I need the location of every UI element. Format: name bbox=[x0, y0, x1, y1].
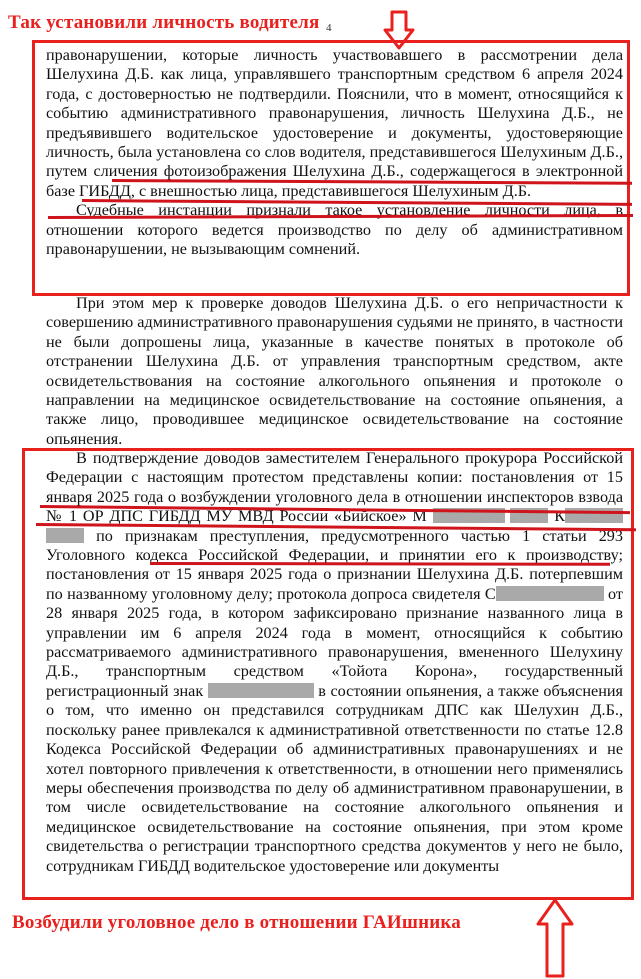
caption-bottom: Возбудили уголовное дело в отношении ГАИшника bbox=[12, 912, 461, 933]
page-number: 4 bbox=[326, 22, 332, 34]
text-segment: В подтверждение доводов заместителем Генерального прокурора Российской Федерации с настоящим протестом представлены копии: постановления от 15 января 2025 года о возбуждении уголовного дела в отношении инспекторов взвода № 1 ОР ДПС ГИБДД МУ МВД России «Бийское» М bbox=[46, 449, 623, 526]
redaction bbox=[496, 586, 604, 601]
text-segment: К bbox=[554, 507, 566, 526]
text-block-verification bbox=[46, 294, 623, 449]
text-block-identity bbox=[46, 46, 623, 259]
paragraph: При этом мер к проверке доводов Шелухина Д.Б. о его непричастности к совершению административного правонарушения судьями не принято, в частности не были допрошены лица, указанные в качестве понятых в протоколе об отстранении Шелухина Д.Б. от управления транспортным средством, акте освидетельствования на состояние алкогольного опьянения и протоколе о направлении на медицинское освидетельствование на состояние опьянения, а также лицо, проводившее медицинское освидетельствование на состояние опьянения. bbox=[46, 294, 623, 448]
caption-top: Так установили личность водителя bbox=[8, 12, 320, 33]
redaction bbox=[208, 683, 314, 698]
paragraph: Судебные инстанции признали такое установление личности лица, в отношении которого ведется производство по делу об административном правонарушении, не вызывающим сомнений. bbox=[46, 201, 623, 259]
text-segment: по признакам преступления, предусмотренного частью 1 статьи 293 Уголовного кодекса Российской Федерации, и принятии его к производству; постановления от 15 января 2025 года о признании Шелухина Д.Б. потерпевшим по названному уголовному делу; протокола допроса свидетеля С bbox=[46, 526, 623, 603]
text-segment: от 28 января 2025 года, в котором зафиксировано признание названного лица в управлении им 6 апреля 2024 года в момент, относящийся к событию рассматриваемого административного правонарушения, вмененного Шелухину Д.Б., транспортным средством «Тойота Корона», государственный регистрационный знак bbox=[46, 584, 623, 700]
paragraph: правонарушении, которые личность участвовавшего в рассмотрении дела Шелухина Д.Б. как лица, управлявшего транспортным средством 6 апреля 2024 года, с достоверностью не подтвердили. Пояснили, что в момент, относящийся к событию административного правонарушения, личность Шелухина Д.Б., не предъявившего водительское удостоверение и документы, удостоверяющие личность, была установлена со слов водителя, представившегося Шелухиным Д.Б., путем сличения фотоизображения Шелухина Д.Б., содержащегося в электронной базе ГИБДД, с внешностью лица, представившегося Шелухиным Д.Б. bbox=[46, 46, 623, 200]
arrow-up-icon bbox=[536, 898, 574, 978]
redaction bbox=[46, 528, 84, 543]
text-segment: в состоянии опьянения, а также объяснения о том, что именно он представился сотрудникам ДПС как Шелухин Д.Б., поскольку ранее привлекался к административной ответственности по статье 12.8 Кодекса Российской Федерации об административных правонарушениях и не хотел повторного привлечения к ответственности, в отношении него применялись меры обеспечения производства по делу об административном правонарушении, в том числе освидетельствование на состояние алкогольного опьянения и медицинское освидетельствование на состояние опьянения, при этом кроме свидетельства о регистрации транспортного средства документов у него не было, сотрудникам ГИБДД водительское удостоверение или документы bbox=[46, 681, 623, 875]
